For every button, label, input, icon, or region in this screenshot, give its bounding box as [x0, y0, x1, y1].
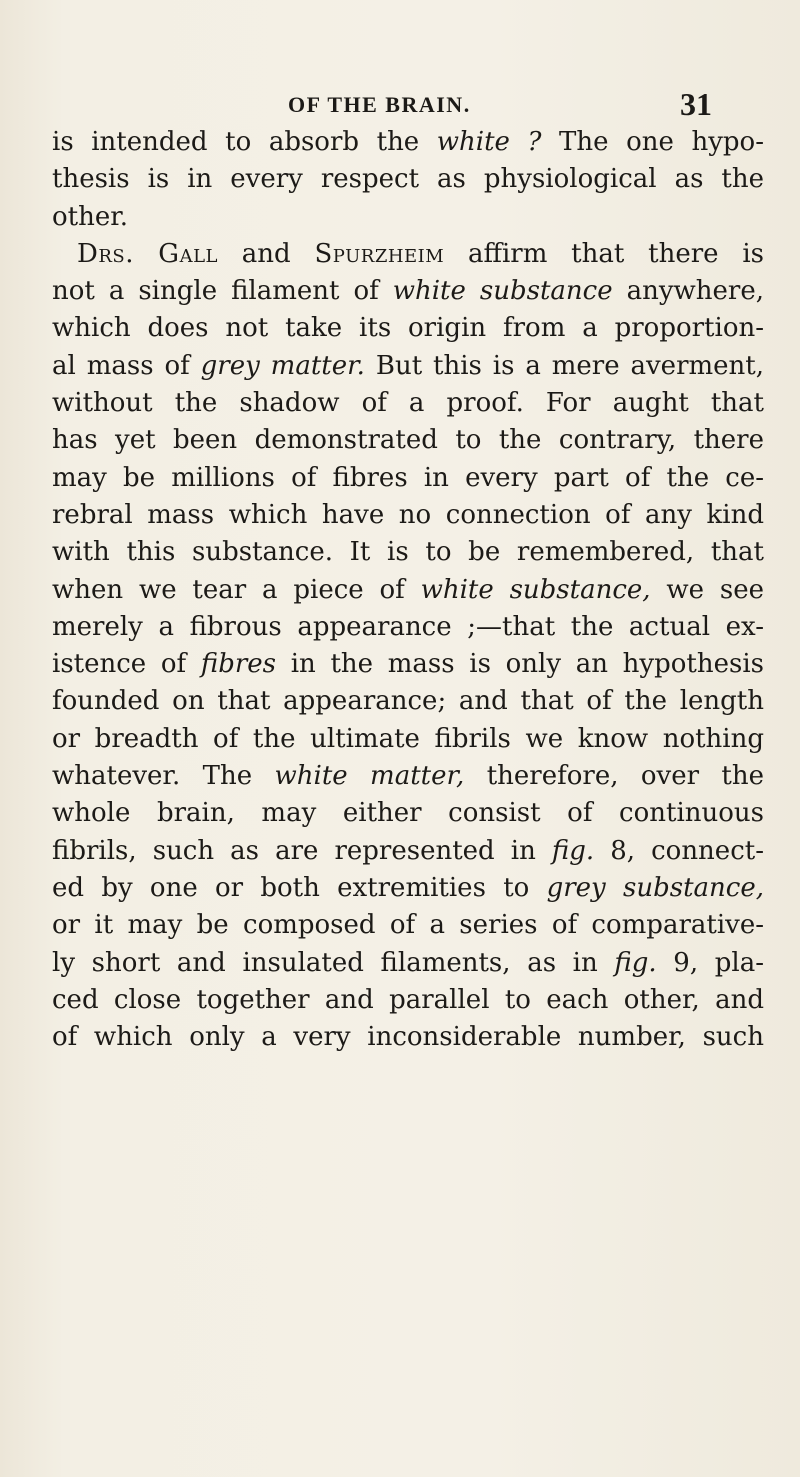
text-segment: The one hypo-: [541, 127, 764, 157]
small-caps-name: Drs. Gall: [77, 238, 218, 269]
text-segment: rebral mass which have no connection of any kind: [52, 499, 764, 530]
italic-text: fig.: [551, 835, 595, 866]
text-segment: which does not take its origin from a proportion-: [52, 313, 764, 344]
italic-text: white matter,: [274, 761, 465, 792]
text-segment: But this is a mere averment,: [364, 350, 764, 381]
text-segment: of which only a very inconsiderable number, such: [52, 1022, 764, 1053]
text-line: [52, 646, 764, 683]
italic-text: fig.: [614, 947, 657, 978]
text-segment: with this substance. It is to be remembered, that: [52, 537, 764, 568]
text-line: [52, 422, 764, 459]
italic-text: white ?: [436, 127, 542, 157]
text-line: [52, 982, 764, 1019]
body-text: [52, 124, 764, 1056]
text-line: [52, 460, 764, 497]
text-segment: therefore, over the: [464, 761, 764, 792]
text-segment: ed by one or both extremities to: [52, 872, 547, 903]
text-segment: and: [217, 238, 315, 269]
text-line: [52, 945, 764, 982]
italic-text: fibres: [200, 649, 277, 680]
text-segment: anywhere,: [612, 276, 764, 307]
text-segment: affirm that there is: [444, 238, 764, 269]
text-segment: fibrils, such as are represented in: [52, 835, 552, 866]
text-segment: has yet been demonstrated to the contrary, there: [52, 425, 764, 456]
text-segment: other.: [52, 201, 129, 232]
page-number: 31: [680, 86, 712, 122]
text-segment: 8, connect-: [594, 835, 764, 866]
text-line: [52, 348, 764, 385]
text-line: [52, 758, 764, 795]
text-segment: whatever. The: [52, 761, 275, 792]
text-line: [52, 236, 764, 273]
text-line: [52, 572, 764, 609]
text-line: [52, 609, 764, 646]
text-segment: whole brain, may either consist of continuous: [52, 798, 764, 829]
text-line: [52, 1019, 764, 1056]
text-line: [52, 385, 764, 422]
text-segment: or breadth of the ultimate fibrils we know nothing: [52, 723, 764, 754]
text-line: [52, 721, 764, 758]
page-header: [52, 86, 712, 122]
text-line: [52, 273, 764, 310]
text-segment: founded on that appearance; and that of the length: [52, 686, 764, 717]
text-segment: al mass of: [52, 350, 201, 381]
text-segment: or it may be composed of a series of comparative-: [52, 910, 764, 941]
text-segment: ced close together and parallel to each other, and: [52, 984, 764, 1015]
text-line: [52, 124, 764, 161]
text-line: [52, 870, 764, 907]
text-segment: 9, pla-: [656, 947, 764, 978]
text-line: [52, 907, 764, 944]
text-line: [52, 534, 764, 571]
text-segment: istence of: [52, 649, 201, 680]
text-segment: in the mass is only an hypothesis: [276, 649, 764, 680]
text-segment: without the shadow of a proof. For aught that: [52, 388, 764, 419]
text-line: [52, 683, 764, 720]
text-line: [52, 795, 764, 832]
text-segment: not a single filament of: [52, 276, 393, 307]
italic-text: grey substance,: [546, 872, 764, 903]
text-segment: when we tear a piece of: [52, 574, 421, 605]
text-segment: is intended to absorb the: [52, 127, 437, 157]
text-line: [52, 310, 764, 347]
text-line: [52, 161, 764, 198]
text-segment: we see: [650, 574, 764, 605]
text-segment: thesis is in every respect as physiological as the: [52, 164, 764, 195]
text-segment: merely a fibrous appearance ;—that the actual ex-: [52, 611, 764, 642]
text-line: [52, 833, 764, 870]
text-segment: ly short and insulated filaments, as in: [52, 947, 615, 978]
text-line: [52, 497, 764, 534]
text-segment: may be millions of fibres in every part of the ce-: [52, 462, 764, 493]
text-line: [52, 199, 764, 236]
running-head: OF THE BRAIN.: [288, 92, 471, 117]
italic-text: grey matter.: [200, 350, 365, 381]
italic-text: white substance: [392, 276, 613, 307]
italic-text: white substance,: [420, 574, 651, 605]
small-caps-name: Spurzheim: [314, 238, 445, 269]
